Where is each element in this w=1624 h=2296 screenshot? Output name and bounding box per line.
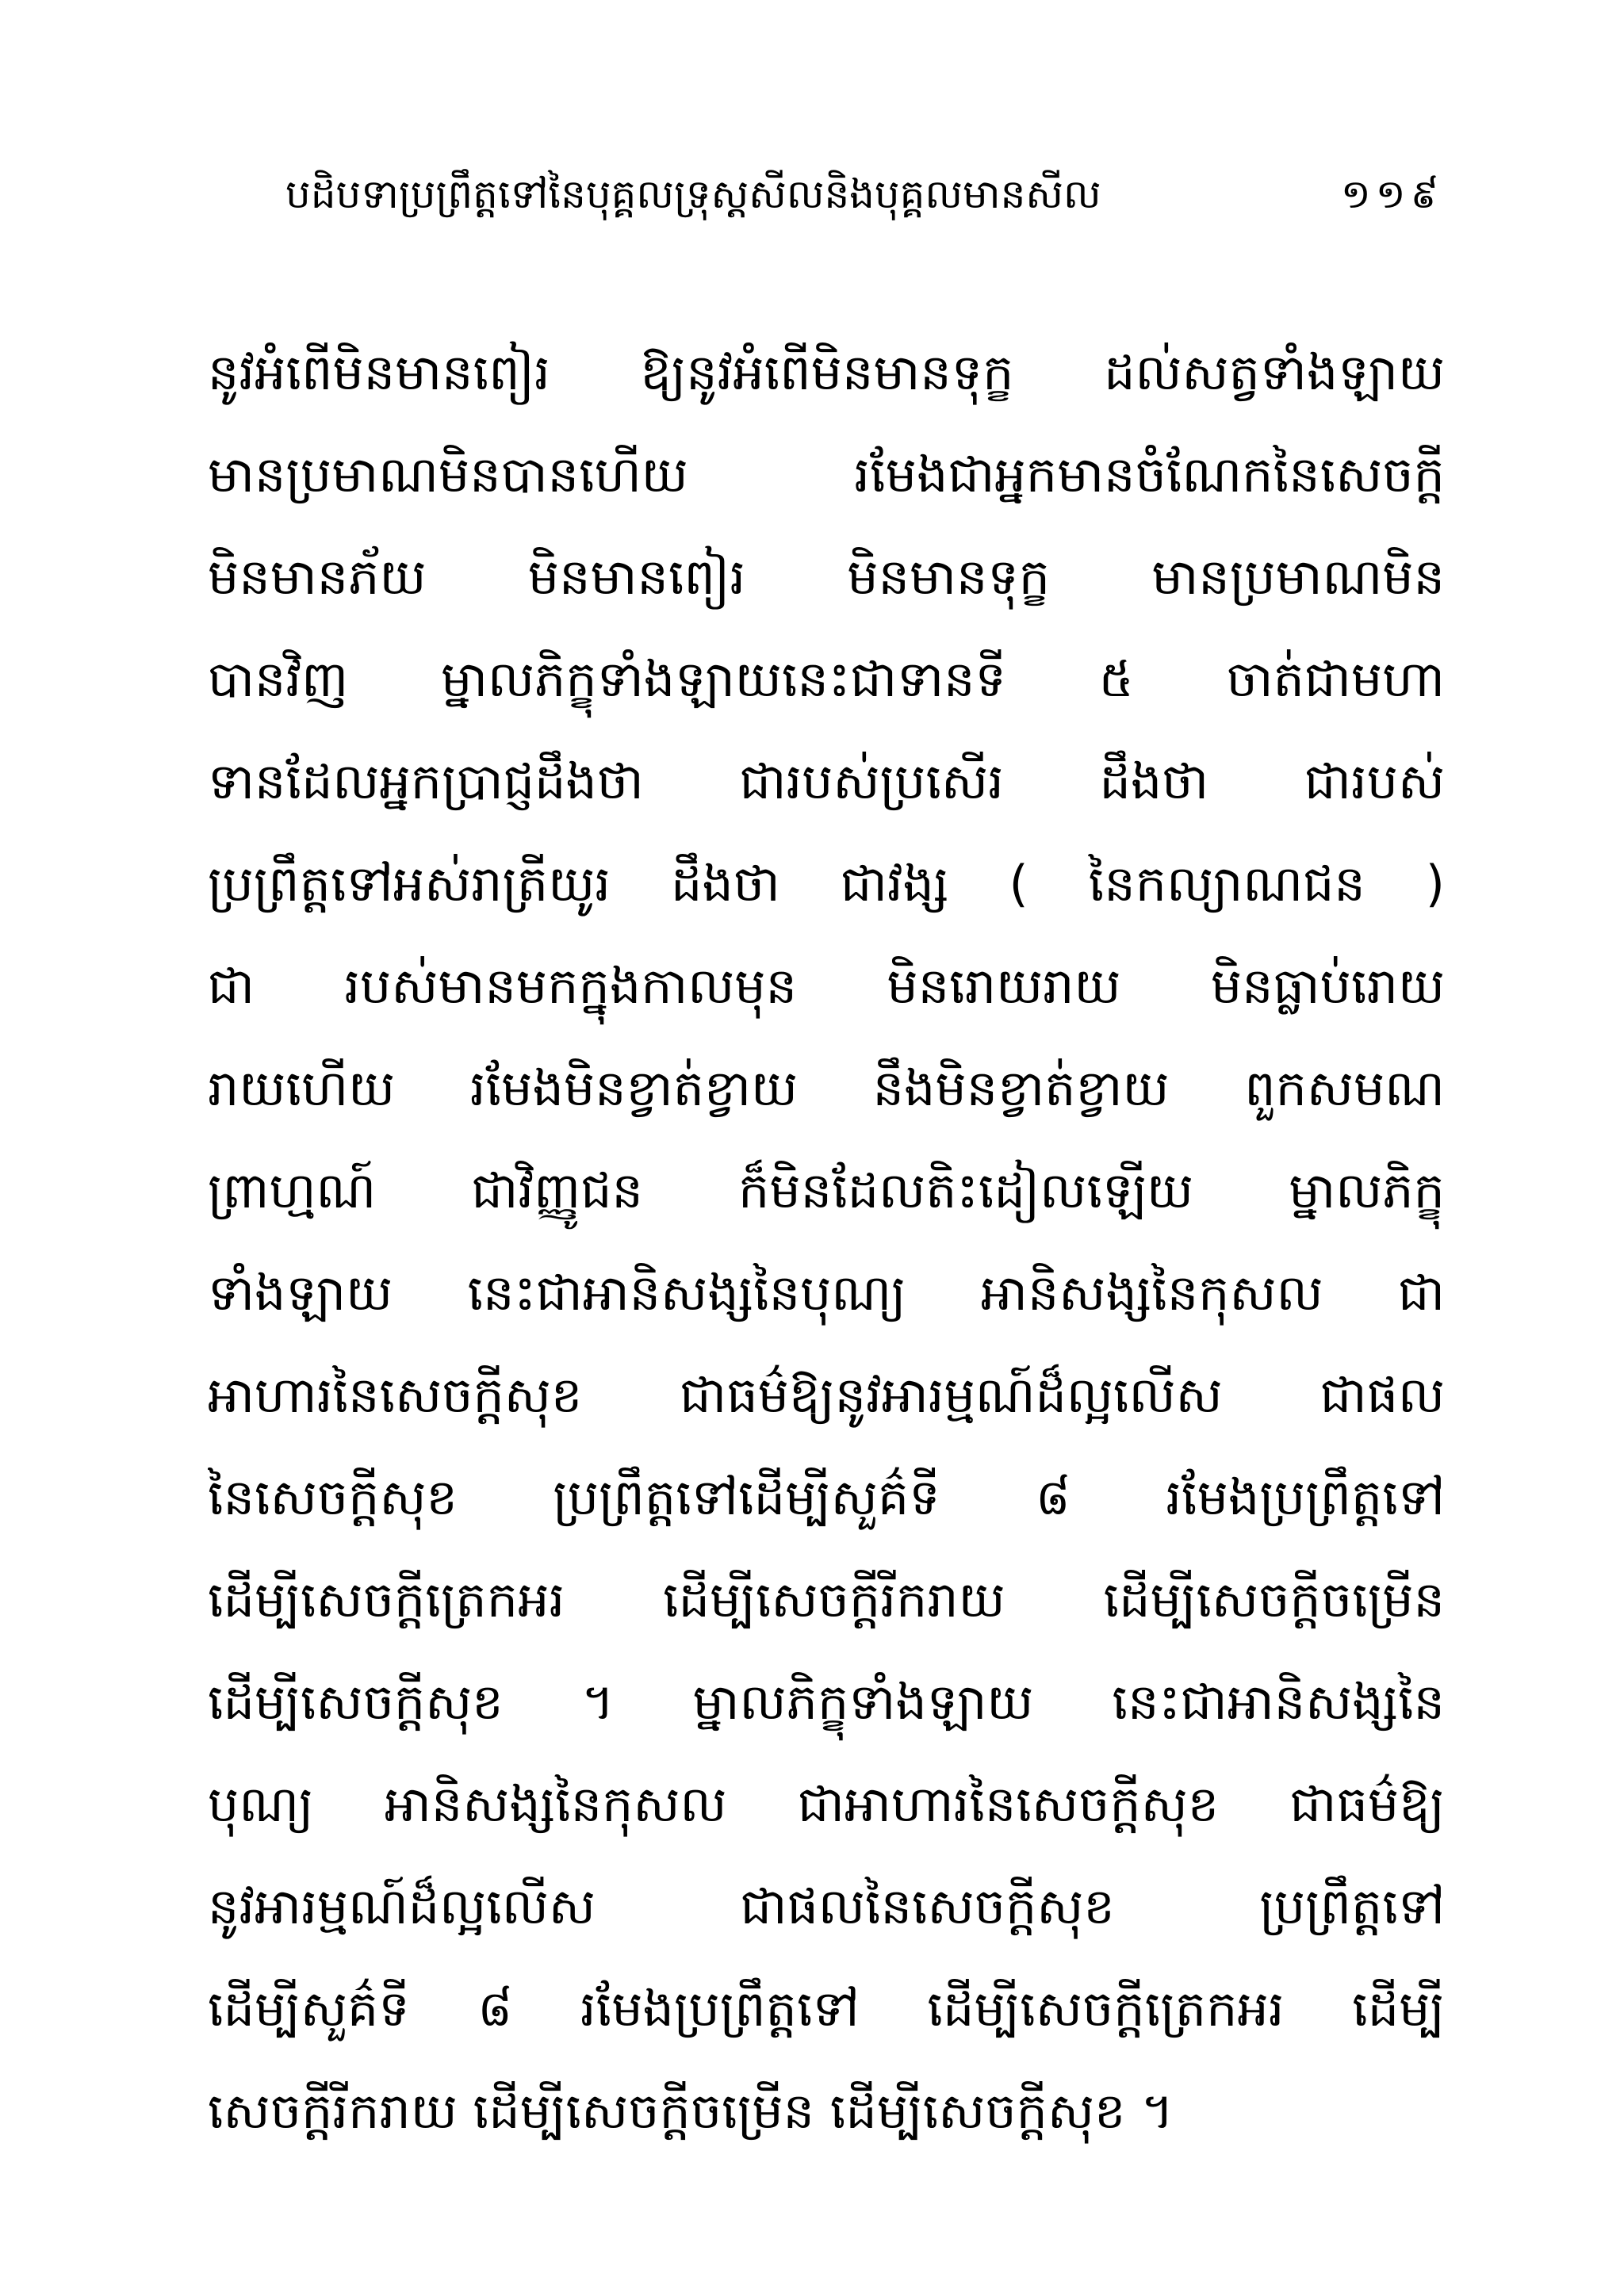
- text-line: បានវិញ ម្នាលភិក្ខុទាំងឡាយនេះជាទានទី ៥ ចាត់ជាមហា: [208, 650, 1445, 708]
- text-line: នូវអំពើមិនមានពៀរ ឱ្យនូវអំពើមិនមានទុក្ខ ដល់សត្វទាំងឡាយ: [208, 343, 1445, 401]
- text-line: មិនមានភ័យ មិនមានពៀរ មិនមានទុក្ខ មានប្រមាណមិន: [208, 548, 1445, 606]
- text-line: ទានដែលអ្នកប្រាជ្ញដឹងថា ជារបស់ប្រសើរ ដឹងថា ជារបស់: [208, 752, 1445, 810]
- text-line: រាយហើយ រមែងមិនខ្វាត់ខ្វាយ នឹងមិនខ្វាត់ខ្វាយ ពួកសមណ: [208, 1059, 1445, 1117]
- text-line: មានប្រមាណមិនបានហើយ រមែងជាអ្នកមានចំណែកនៃសេចក្តី: [208, 446, 1445, 503]
- running-header: [285, 159, 1443, 230]
- text-line: នូវអារម្មណ៍ដ៏ល្អលើស ជាផលនៃសេចក្តីសុខ ប្រព្រឹត្តទៅ: [208, 1877, 1445, 1935]
- text-line: អាហារនៃសេចក្តីសុខ ជាធម៌ឱ្យនូវអារម្មណ៍ដ៏ល្អលើស ជាផល: [208, 1366, 1445, 1424]
- text-line-last: សេចក្តីរីករាយ ដើម្បីសេចក្តីចម្រើន ដើម្បីសេចក្តីសុខ ។: [208, 2082, 1174, 2140]
- text-line: ព្រាហ្មណ៍ ជាវិញ្ញូជន ក៏មិនដែលតិះដៀលឡើយ ម្នាលភិក្ខុ: [208, 1161, 1445, 1219]
- running-header-title: បដិបទាប្រព្រឹត្តទៅនៃបុគ្គលទ្រុស្តសីលនិងបុគ្គលមានសីល: [285, 171, 1101, 217]
- body-text: [208, 321, 1445, 2162]
- text-line: ប្រព្រឹត្តទៅអស់រាត្រីយូរ ដឹងថា ជាវង្ស ( នៃកល្យាណជន ): [208, 855, 1445, 913]
- page-number: ១១៩: [1340, 171, 1443, 217]
- text-line: បុណ្យ អានិសង្សនៃកុសល ជាអាហារនៃសេចក្តីសុខ ជាធម៌ឱ្យ: [208, 1775, 1445, 1833]
- text-line: ដើម្បីសួគ៌ទី ៨ រមែងប្រព្រឹត្តទៅ ដើម្បីសេចក្តីត្រេកអរ ដើម្បី: [208, 1980, 1445, 2038]
- text-line: ដើម្បីសេចក្តីសុខ ។ ម្នាលភិក្ខុទាំងឡាយ នេះជាអានិសង្សនៃ: [208, 1673, 1445, 1731]
- text-line: នៃសេចក្តីសុខ ប្រព្រឹត្តទៅដើម្បីសួគ៌ទី ៨ រមែងប្រព្រឹត្តទៅ: [208, 1468, 1445, 1526]
- text-line: ដើម្បីសេចក្តីត្រេកអរ ដើម្បីសេចក្តីរីករាយ ដើម្បីសេចក្តីចម្រើន: [208, 1571, 1445, 1628]
- text-line: ទាំងឡាយ នេះជាអានិសង្សនៃបុណ្យ អានិសង្សនៃកុសល ជា: [208, 1264, 1445, 1322]
- text-line: ជា របស់មានមកក្នុងកាលមុន មិនរោយរាយ មិនធ្លាប់រោយ: [208, 957, 1445, 1015]
